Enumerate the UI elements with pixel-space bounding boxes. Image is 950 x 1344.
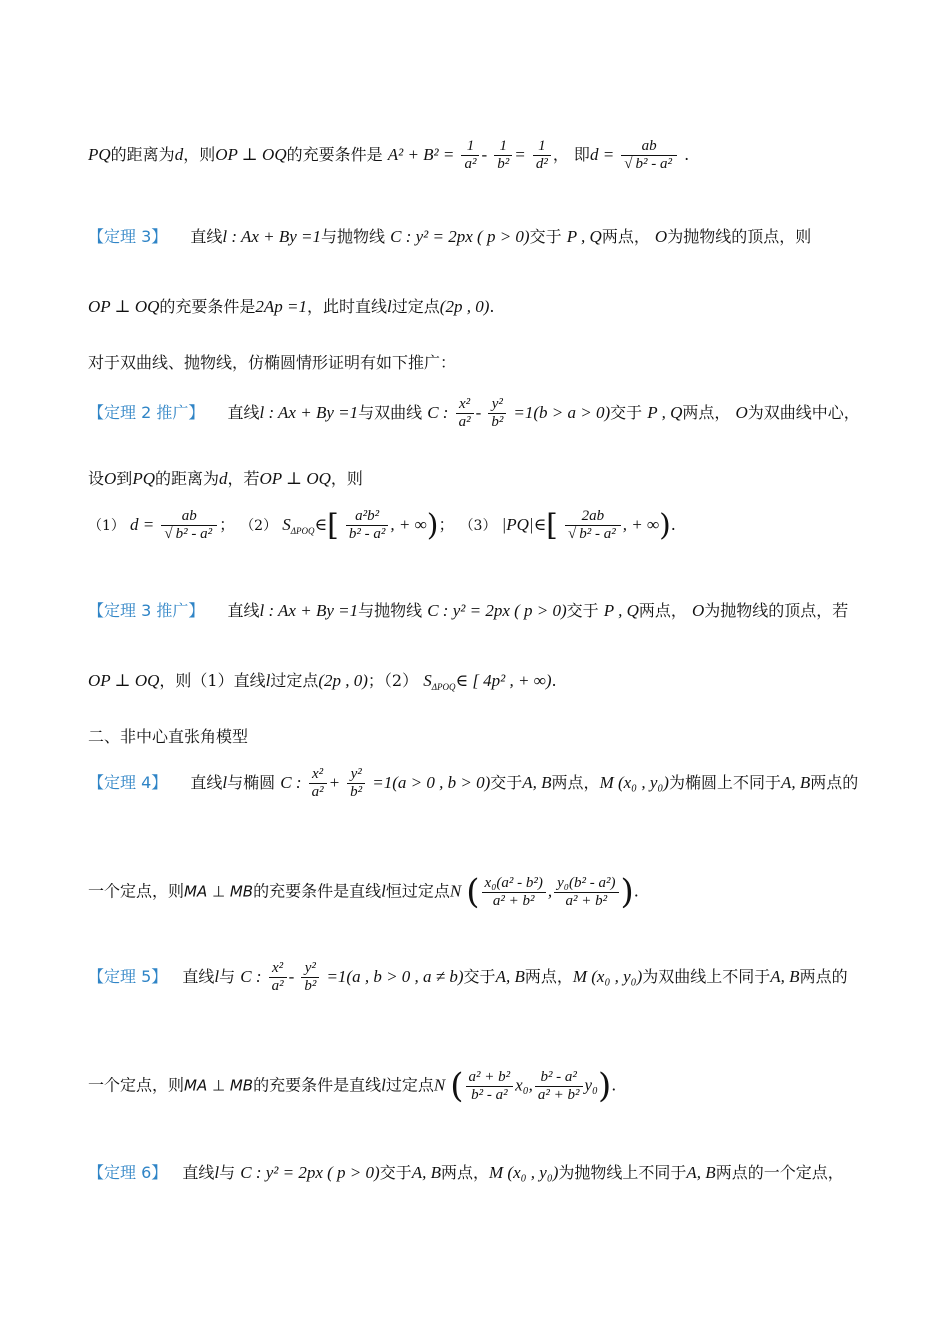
math-ab: A, B (780, 773, 811, 792)
math-c: C : (240, 967, 262, 986)
text: 交于 (566, 601, 599, 620)
text: 为椭圆上不同于 (668, 773, 781, 792)
text: . (633, 881, 639, 901)
theorem-tag: 【定理 2 推广】 (88, 403, 205, 422)
math-perp: OP ⊥ OQ (215, 145, 287, 164)
theorem-5-cont: 一个定点，则MA ⊥ MB的充要条件是直线l过定点N ( $\frac{\text{a² + b²}}{\text{b² - a²}}$ x₀, $\frac{\text{b² - a²}}{\text{a² + b²}}$ y₀). (88, 1066, 617, 1106)
math-curve: =1(a > 0 , b > 0) (372, 773, 491, 792)
math-pq: P , Q (603, 601, 639, 620)
math-ab: A, B (686, 1163, 716, 1182)
frac-y2-b2: $\frac{\text{y²}}{\text{b²}}$ (347, 766, 365, 801)
frac-n-x: $\frac{\text{x₀(a² - b²)}}{\text{a² + b²}}$ (482, 875, 546, 910)
text: 两点， (638, 601, 687, 620)
math-perp: OP ⊥ OQ (259, 469, 331, 488)
section-heading: 二、非中心直张角模型 (88, 727, 249, 746)
text: 两点的 (810, 773, 859, 792)
text: ； (438, 515, 455, 534)
math-d: d (219, 469, 228, 488)
math-o: O (692, 601, 705, 620)
math-pq: P , Q (566, 227, 602, 246)
math-ab: A, B (411, 1163, 441, 1182)
math-l: l (222, 773, 228, 792)
frac-2ab-sqrt: $\frac{2ab}{\text{√ b² - a²}}$ (565, 508, 621, 543)
frac-x2-a2: $\frac{\text{x²}}{\text{a²}}$ (269, 960, 287, 995)
text: 两点的 (799, 967, 848, 986)
theorem-tag: 【定理 3 推广】 (88, 601, 205, 620)
text: 直线 (227, 601, 260, 620)
text: 与双曲线 (358, 403, 423, 422)
theorem-4: 【定理 4】 直线l与椭圆 C : $\frac{\text{x²}}{\text{a²}}$ + $\frac{\text{y²}}{\text{b²}}$ =1(a > 0 , b > 0)交于A, B两点，M (x₀ , y₀)为椭圆上不同于A, B两点的 (88, 766, 859, 800)
text: 交于 (610, 403, 643, 422)
math-point: (2p , 0) (318, 671, 368, 690)
math-s: S (282, 515, 291, 534)
text: 对于双曲线、抛物线，仿椭圆情形证明有如下推广： (88, 353, 457, 372)
math-d-eq: d = (130, 515, 155, 534)
text: 与抛物线 (358, 601, 423, 620)
intro-text (88, 350, 880, 373)
math-inf: , + ∞ (390, 515, 427, 534)
text: 恒过定点 (385, 881, 450, 901)
math-ab: A, B (495, 967, 525, 986)
text: ，则 (183, 145, 216, 164)
frac-n5-x: $\frac{\text{a² + b²}}{\text{b² - a²}}$ (466, 1069, 514, 1104)
math-c: C : (280, 773, 302, 792)
item-index: （1） (88, 518, 125, 534)
math-in: ∈ (314, 515, 328, 534)
text: 交于 (490, 773, 523, 792)
item-index: （3） (459, 518, 497, 534)
text: 与抛物线 (321, 227, 386, 246)
frac-n-y: $\frac{\text{y₀(b² - a²)}}{\text{a² + b²}}$ (554, 875, 618, 910)
line-distance-condition: PQ的距离为d，则OP ⊥ OQ的充要条件是 A² + B² = $\frac{1}{\text{a²}}$ - $\frac{1}{\text{b²}}$ = $\frac{1}{\text{d²}}$ ， 即d = $\frac{ab}{\text{√ b² - a²}}$ . (88, 138, 690, 172)
text: . (670, 515, 676, 534)
item-index: （2） (240, 518, 278, 534)
text: 两点， (551, 773, 600, 792)
text: ； (219, 515, 236, 534)
frac-x2-a2: $\frac{\text{x²}}{\text{a²}}$ (456, 396, 474, 431)
frac-ab-sqrt: $\frac{ab}{\text{√ b² - a²}}$ (621, 138, 677, 173)
math-pq: PQ (88, 145, 111, 164)
text: 交于 (379, 1163, 412, 1182)
text: 的距离为 (154, 469, 219, 488)
text: 两点， (601, 227, 650, 246)
frac-1-d2: $\frac{1}{\text{d²}}$ (533, 138, 551, 173)
text: . (611, 1075, 617, 1095)
text: ；（2） (367, 671, 419, 690)
frac-y2-b2: $\frac{\text{y²}}{\text{b²}}$ (488, 396, 506, 431)
math-l: l (265, 671, 271, 690)
math-c: C : (427, 403, 449, 422)
theorem-tag: 【定理 6】 (88, 1163, 168, 1182)
text: 为双曲线中心， (747, 403, 860, 422)
text: 与椭圆 (227, 773, 276, 792)
theorem-6 (88, 1160, 880, 1183)
math-perp: OP ⊥ OQ (88, 297, 160, 316)
theorem-3-extension (88, 598, 880, 621)
math-l: l (214, 967, 220, 986)
theorem-4-cont: 一个定点，则MA ⊥ MB的充要条件是直线l恒过定点N ( $\frac{\text{x₀(a² - b²)}}{\text{a² + b²}}$ , $\frac{\text{y₀(b² - a²)}}{\text{a² + b²}}$ ). (88, 872, 639, 912)
math-perp: MA ⊥ MB (184, 1076, 254, 1095)
theorem-3-cont (88, 294, 880, 317)
theorem-2-extension: 【定理 2 推广】 直线l : Ax + By =1与双曲线 C : $\frac{\text{x²}}{\text{a²}}$ - $\frac{\text{y²}}{\text{b²}}$ =1(b > a > 0)交于 P , Q两点， O为双曲线中心， (88, 396, 860, 430)
math-d: d (174, 145, 184, 164)
theorem-5: 【定理 5】 直线l与 C : $\frac{\text{x²}}{\text{a²}}$ - $\frac{\text{y²}}{\text{b²}}$ =1(a , b > 0 , a ≠ b)交于A, B两点，M (x₀ , y₀)为双曲线上不同于A, B两点的 (88, 960, 848, 994)
math-range: ∈ [ 4p² , + ∞) (455, 671, 552, 690)
text: 交于 (529, 227, 562, 246)
math-n: N (449, 881, 462, 901)
text: 的充要条件是 (159, 297, 256, 316)
text: 为抛物线上不同于 (558, 1163, 687, 1182)
math-l: l (387, 297, 392, 316)
math-curve: C : y² = 2px ( p > 0) (427, 601, 567, 620)
math-l: l (381, 1075, 386, 1095)
text: 的充要条件是直线 (253, 1075, 382, 1095)
math-sub: ΔPOQ (290, 526, 315, 537)
text: 的距离为 (110, 145, 175, 164)
text: ，若 (227, 469, 260, 488)
text: ， (552, 145, 569, 164)
math-line: l : Ax + By =1 (259, 601, 359, 620)
math-o: O (735, 403, 748, 422)
text: 为抛物线的顶点，则 (667, 227, 812, 246)
frac-ab-sqrt: $\frac{ab}{\text{√ b² - a²}}$ (161, 508, 217, 543)
theorem-3 (88, 224, 880, 247)
text: 一个定点，则 (88, 881, 185, 901)
math-sub: ΔPOQ (431, 682, 456, 693)
math-ab: A, B (770, 967, 800, 986)
text: 设 (88, 469, 105, 488)
frac-a2b2: $\frac{\text{a²b²}}{\text{b² - a²}}$ (346, 508, 389, 543)
math-perp: MA ⊥ MB (184, 882, 254, 901)
text: ，此时直线 (307, 297, 388, 316)
math-m: M (x₀ , y₀) (599, 773, 669, 792)
theorem-tag: 【定理 4】 (88, 773, 168, 792)
math-line: l : Ax + By =1 (222, 227, 322, 246)
text: 两点， (524, 967, 573, 986)
math-n: N (433, 1075, 446, 1095)
math-o: O (654, 227, 668, 246)
frac-x2-a2: $\frac{\text{x²}}{\text{a²}}$ (309, 766, 327, 801)
math-pq: PQ (132, 469, 155, 488)
text: 过定点 (270, 671, 319, 690)
text: 即 (573, 145, 590, 164)
text: 与 (219, 1163, 236, 1182)
math-eq: 2Ap =1 (255, 297, 308, 316)
math-o: O (104, 469, 117, 488)
frac-y2-b2: $\frac{\text{y²}}{\text{b²}}$ (301, 960, 319, 995)
math-perp: OP ⊥ OQ (88, 671, 160, 690)
text: 的充要条件是 (286, 145, 383, 164)
math-curve: =1(b > a > 0) (513, 403, 611, 422)
text: . (551, 671, 557, 690)
math-ab: A, B (522, 773, 552, 792)
math-l: l (381, 881, 386, 901)
theorem-2-extension-cont (88, 466, 880, 489)
text: 过定点 (391, 297, 440, 316)
text: 直线 (227, 403, 260, 422)
section-title (88, 724, 248, 747)
text: 两点， (440, 1163, 489, 1182)
text: 到 (116, 469, 133, 488)
text: 直线 (182, 967, 215, 986)
text: 两点的一个定点， (715, 1163, 844, 1182)
math-curve: C : y² = 2px ( p > 0) (390, 227, 530, 246)
frac-1-b2: $\frac{1}{\text{b²}}$ (494, 138, 512, 173)
math-point: (2p , 0) (439, 297, 490, 316)
frac-1-a2: $\frac{1}{\text{a²}}$ (461, 138, 479, 173)
math-s: S (423, 671, 432, 690)
text: ，则（1）直线 (159, 671, 266, 690)
theorem-tag: 【定理 5】 (88, 967, 168, 986)
text: 交于 (463, 967, 496, 986)
text: 过定点 (385, 1075, 434, 1095)
math-l: l (214, 1163, 220, 1182)
math-m: M (x₀ , y₀) (489, 1163, 559, 1182)
text: 两点， (682, 403, 731, 422)
math-m: M (x₀ , y₀) (572, 967, 643, 986)
math-curve: C : y² = 2px ( p > 0) (240, 1163, 380, 1182)
text: 与 (219, 967, 236, 986)
math-eq: A² + B² = (387, 145, 455, 164)
text: 直线 (182, 1163, 215, 1182)
text: 直线 (190, 773, 223, 792)
math-pq: P , Q (647, 403, 683, 422)
math-pq-abs: |PQ|∈ (501, 515, 547, 534)
text: 的充要条件是直线 (253, 881, 382, 901)
text: 为抛物线的顶点，若 (704, 601, 849, 620)
math-curve: =1(a , b > 0 , a ≠ b) (326, 967, 464, 986)
text: 一个定点，则 (88, 1075, 185, 1095)
theorem-2-extension-results: （1） d = $\frac{ab}{\text{√ b² - a²}}$ ； （2） $S_{\Delta POQ}\in$[ $\frac{\text{a²b²}}{\text{b² - a²}}$ , + ∞)； （3） |PQ|∈[ $\frac{2ab}{\text{√ b² - a²}}$ , + ∞). (88, 508, 676, 543)
text: ，则 (330, 469, 363, 488)
math-line: l : Ax + By =1 (259, 403, 359, 422)
theorem-tag: 【定理 3】 (88, 227, 168, 246)
math-d-eq: d = (589, 145, 615, 164)
frac-n5-y: $\frac{\text{b² - a²}}{\text{a² + b²}}$ (535, 1069, 583, 1104)
text: 为双曲线上不同于 (642, 967, 771, 986)
text: 直线 (190, 227, 223, 246)
theorem-3-extension-cont (88, 668, 880, 692)
text: . (489, 297, 495, 316)
